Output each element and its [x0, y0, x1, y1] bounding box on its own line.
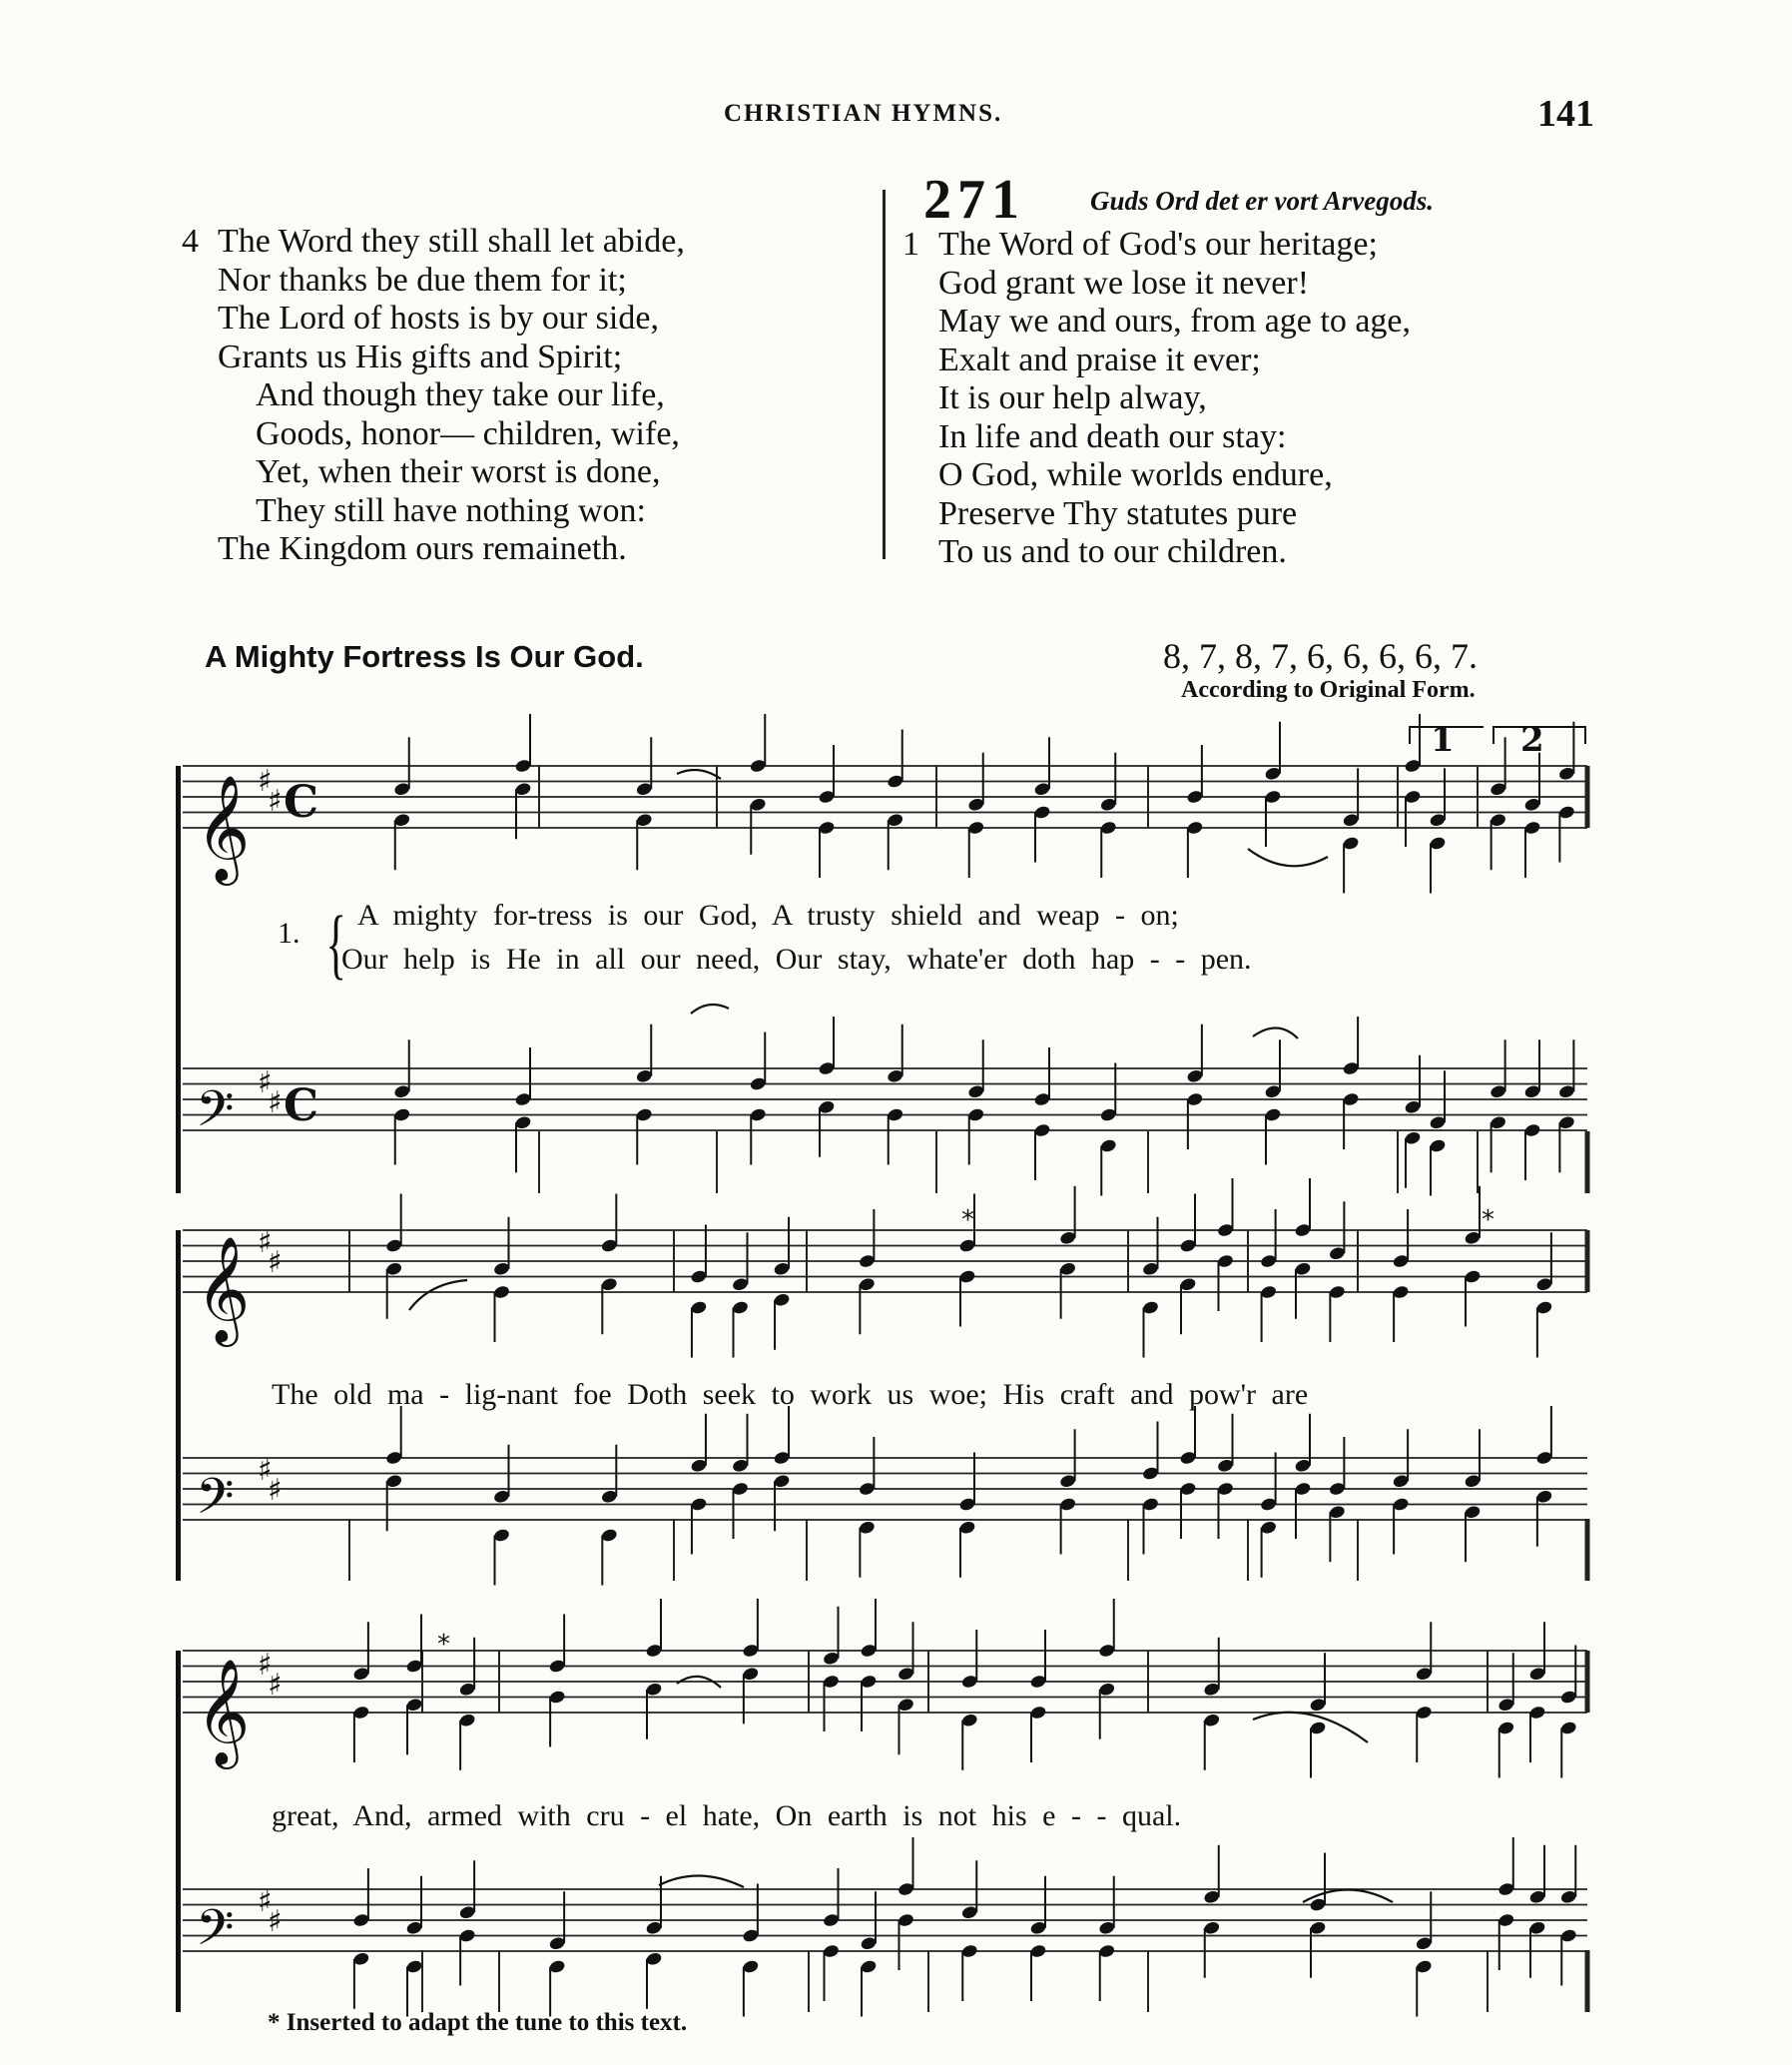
asterisk-icon: * — [961, 1205, 974, 1235]
system-brace-bar — [176, 1230, 181, 1581]
page-number: 141 — [1537, 93, 1594, 135]
brace-icon: { — [325, 900, 347, 987]
verse-line: They still have nothing won: — [256, 491, 646, 529]
verse-line: And though they take our life, — [256, 376, 665, 413]
lyric-line: Our help is He in all our need, Our stay, whate'er doth hap - - pen. — [341, 943, 1252, 976]
bass-clef-icon: 𝄢 — [196, 1468, 235, 1538]
sharp-icon: ♯ — [258, 1453, 273, 1488]
sharp-icon: ♯ — [258, 1225, 273, 1260]
verse-line: The Kingdom ours remaineth. — [218, 530, 627, 567]
ending-numbers — [1431, 720, 1544, 760]
asterisk-icon: * — [437, 1630, 450, 1660]
verse-line: The Word of God's our heritage; — [938, 226, 1378, 263]
asterisk-icon: * — [1482, 1205, 1494, 1235]
sharp-icon: ♯ — [268, 1904, 283, 1939]
verse-number: 1 — [902, 226, 919, 263]
lyric-line: great, And, armed with cru - el hate, On earth is not his e - - qual. — [272, 1799, 1182, 1832]
common-time-icon: C — [284, 777, 319, 828]
sharp-icon: ♯ — [258, 764, 273, 799]
verse-line: It is our help alway, — [938, 379, 1207, 416]
time-signatures — [284, 777, 318, 1131]
stanza-number: 1. — [278, 917, 300, 950]
note-heads — [352, 758, 1577, 1974]
verse-line: Goods, honor— children, wife, — [256, 414, 680, 452]
verse-line: Exalt and praise it ever; — [938, 341, 1261, 378]
verse-line: Nor thanks be due them for it; — [218, 261, 627, 299]
slurs — [409, 770, 1393, 1902]
verse-line: The Word they still shall let abide, — [218, 223, 685, 260]
verse-line: God grant we lose it never! — [938, 264, 1310, 302]
running-title: CHRISTIAN HYMNS. — [724, 100, 1003, 127]
verse-line: Grants us His gifts and Spirit; — [218, 338, 623, 375]
verse-line: To us and to our children. — [938, 533, 1287, 570]
sharp-icon: ♯ — [258, 1065, 273, 1100]
footnote: * Inserted to adapt the tune to this text. — [268, 2009, 688, 2036]
verse-line: In life and death our stay: — [938, 417, 1287, 455]
bass-clef-icon: 𝄢 — [196, 1899, 235, 1969]
verse-line: Preserve Thy statutes pure — [938, 494, 1298, 532]
treble-clef-icon: 𝄞 — [196, 774, 251, 881]
verse-line: The Lord of hosts is by our side, — [218, 300, 659, 337]
sharp-icon: ♯ — [258, 1648, 273, 1683]
meter-note: According to Original Form. — [1181, 677, 1476, 703]
sharp-icon: ♯ — [268, 1668, 283, 1703]
sharp-icon: ♯ — [258, 1884, 273, 1919]
ending-2-label: 2 — [1520, 720, 1544, 760]
treble-clef-icon: 𝄞 — [196, 1235, 251, 1342]
system-brace-bar — [176, 1651, 181, 2012]
system-brace-bar — [176, 766, 181, 1193]
sharp-icon: ♯ — [268, 1473, 283, 1508]
hymn-number: 271 — [923, 169, 1025, 231]
clefs — [196, 774, 250, 1969]
verse-number: 4 — [182, 223, 199, 260]
meter: 8, 7, 8, 7, 6, 6, 6, 6, 7. — [1163, 636, 1478, 676]
lyric-line: The old ma - lig-nant foe Doth seek to work us woe; His craft and pow'r are — [272, 1378, 1309, 1411]
tune-title: A Mighty Fortress Is Our God. — [205, 639, 644, 674]
verse-line: May we and ours, from age to age, — [938, 303, 1412, 340]
verse-line: Yet, when their worst is done, — [256, 453, 661, 490]
ending-1-label: 1 — [1431, 720, 1455, 760]
sharp-icon: ♯ — [268, 1245, 283, 1280]
hymn-original-title: Guds Ord det er vort Arvegods. — [1090, 186, 1434, 216]
common-time-icon: C — [284, 1080, 319, 1131]
sharp-icon: ♯ — [268, 1085, 283, 1120]
lyric-line: A mighty for-tress is our God, A trusty shield and weap - on; — [357, 899, 1179, 932]
treble-clef-icon: 𝄞 — [196, 1658, 251, 1764]
verse-line: O God, while worlds endure, — [938, 456, 1333, 493]
bass-clef-icon: 𝄢 — [196, 1080, 235, 1150]
sharp-icon: ♯ — [268, 784, 283, 819]
